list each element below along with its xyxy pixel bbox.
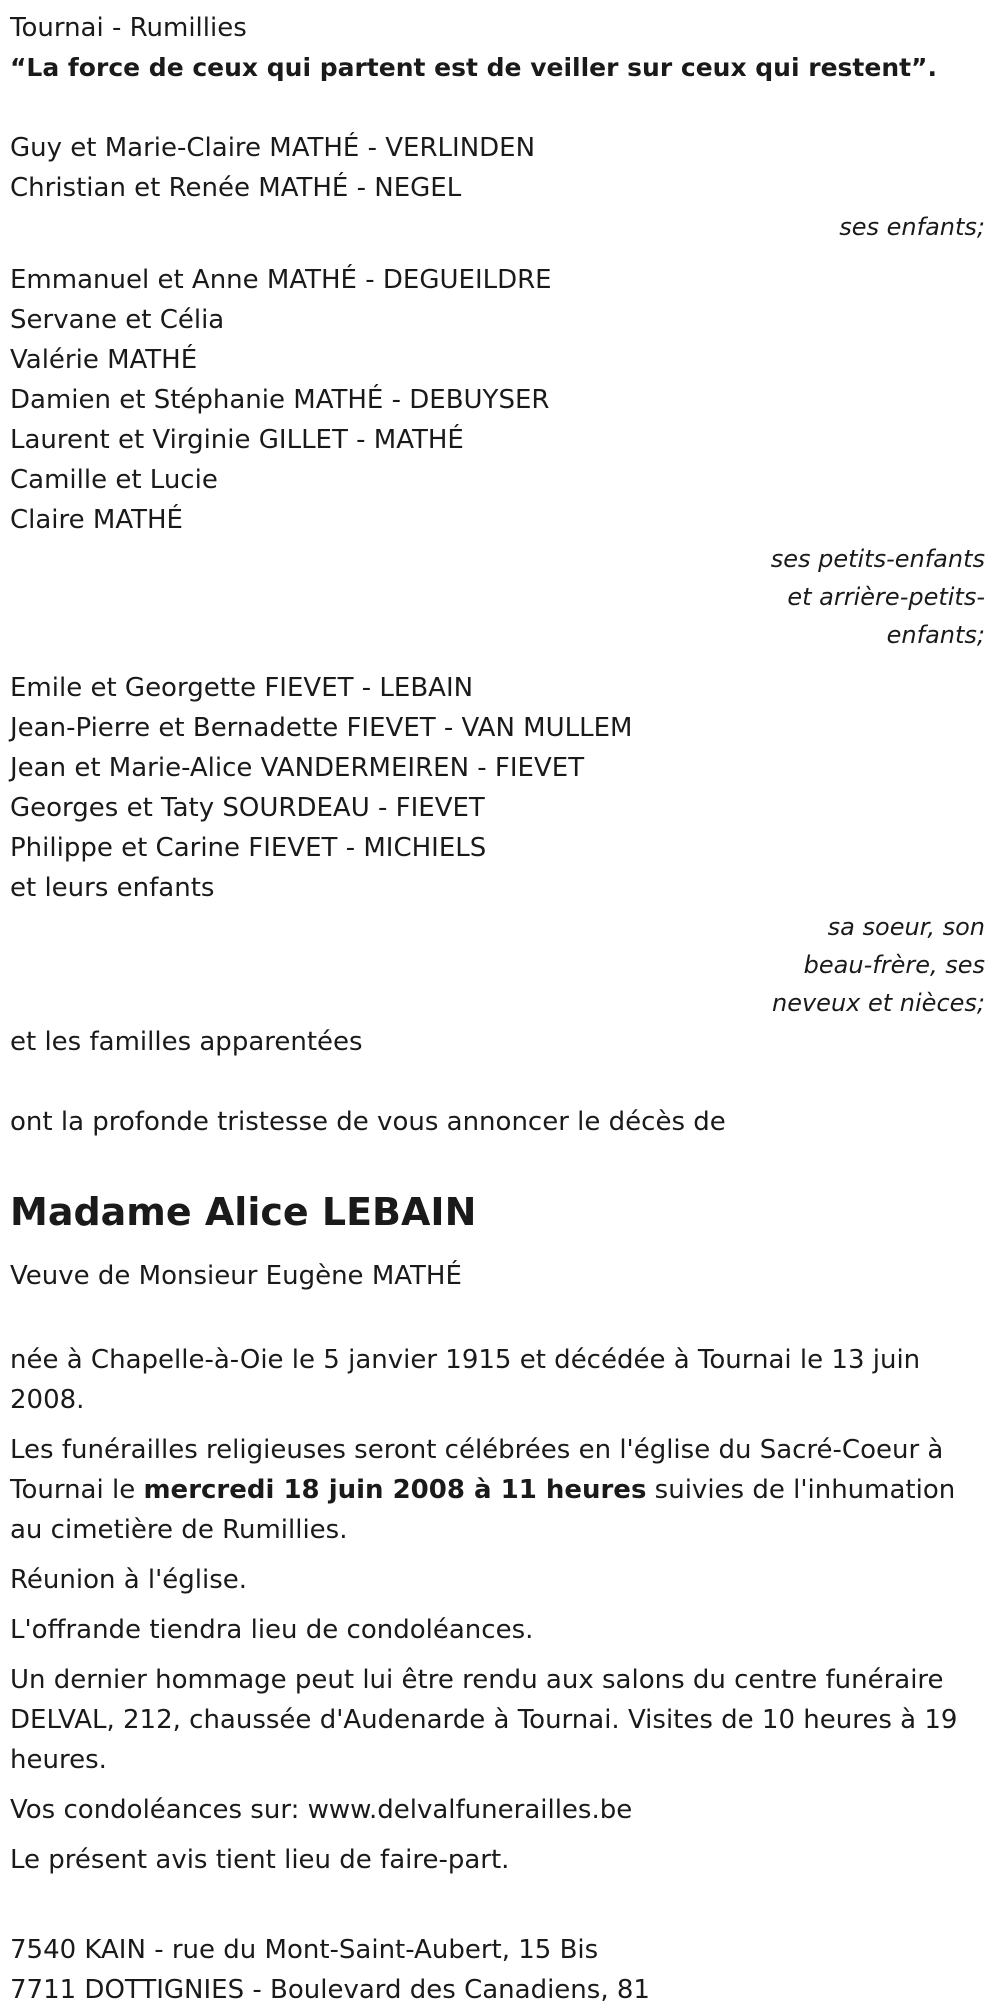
spacer: [10, 654, 995, 668]
family-name: et leurs enfants: [10, 873, 215, 903]
addresses: [10, 1930, 995, 2010]
relationship-line: ses petits-enfants: [770, 545, 985, 573]
spacer: [10, 1062, 995, 1102]
birth-death-info: née à Chapelle-à-Oie le 5 janvier 1915 et décédée à Tournai le 13 juin 2008.: [10, 1345, 921, 1415]
relationship-line: sa soeur, son: [827, 913, 985, 941]
obituary-content: [10, 8, 995, 2010]
funeral-info: [10, 1430, 985, 1550]
offering-info: L'offrande tiendra lieu de condoléances.: [10, 1615, 534, 1645]
relationship-line: ses enfants;: [839, 213, 985, 241]
family-name: Valérie MATHÉ: [10, 345, 198, 375]
relationship-line: neveux et nièces;: [772, 989, 985, 1017]
address-line: 7540 KAIN - rue du Mont-Saint-Aubert, 15 Bis: [10, 1935, 599, 1965]
spacer: [10, 88, 995, 128]
siblings-section: [10, 668, 995, 1022]
relationship-line: beau-frère, ses: [803, 951, 985, 979]
family-name: Guy et Marie-Claire MATHÉ - VERLINDEN: [10, 133, 536, 163]
relationship-label: [10, 908, 995, 1022]
family-name: Damien et Stéphanie MATHÉ - DEBUYSER: [10, 385, 550, 415]
family-name: Emile et Georgette FIEVET - LEBAIN: [10, 673, 474, 703]
grandchildren-section: [10, 260, 995, 654]
family-name: Jean-Pierre et Bernadette FIEVET - VAN MULLEM: [10, 713, 633, 743]
family-name: Servane et Célia: [10, 305, 225, 335]
memorial-quote: “La force de ceux qui partent est de veiller sur ceux qui restent”.: [10, 53, 937, 82]
announcement-text: ont la profonde tristesse de vous annoncer le décès de: [10, 1107, 726, 1137]
spacer: [10, 1890, 995, 1930]
deceased-name: Madame Alice LEBAIN: [10, 1190, 477, 1234]
spacer: [10, 1296, 995, 1340]
meeting-info: Réunion à l'église.: [10, 1565, 248, 1595]
family-name: Camille et Lucie: [10, 465, 218, 495]
relationship-label: [10, 540, 995, 654]
tribute-info: Un dernier hommage peut lui être rendu aux salons du centre funéraire DELVAL, 212, chaussée d'Audenarde à Tournai. Visites de 10 heures à 19 heures.: [10, 1665, 958, 1775]
family-name: Jean et Marie-Alice VANDERMEIREN - FIEVET: [10, 753, 585, 783]
family-name: Georges et Taty SOURDEAU - FIEVET: [10, 793, 485, 823]
related-families: et les familles apparentées: [10, 1027, 363, 1057]
notice-info: Le présent avis tient lieu de faire-part.: [10, 1845, 510, 1875]
relationship-line: enfants;: [886, 621, 985, 649]
funeral-text-before: Les funérailles religieuses seront célébrées en l'église du Sacré-Coeur à Tournai le: [10, 1435, 944, 1505]
family-name: Emmanuel et Anne MATHÉ - DEGUEILDRE: [10, 265, 552, 295]
spacer: [10, 246, 995, 260]
relationship-line: et arrière-petits-: [787, 583, 985, 611]
spacer: [10, 1142, 995, 1182]
family-name: Laurent et Virginie GILLET - MATHÉ: [10, 425, 464, 455]
children-section: [10, 128, 995, 246]
relationship-label: [10, 208, 995, 246]
spacer: [10, 1242, 995, 1256]
family-name: Claire MATHÉ: [10, 505, 183, 535]
family-name: Christian et Renée MATHÉ - NEGEL: [10, 173, 462, 203]
funeral-date: mercredi 18 juin 2008 à 11 heures: [143, 1475, 647, 1505]
address-line: 7711 DOTTIGNIES - Boulevard des Canadiens, 81: [10, 1975, 650, 2005]
widow-of: Veuve de Monsieur Eugène MATHÉ: [10, 1261, 462, 1291]
funeral-text-after: suivies de l'inhumation au cimetière de Rumillies.: [10, 1475, 956, 1545]
condolences-info: Vos condoléances sur: www.delvalfunerailles.be: [10, 1795, 633, 1825]
family-name: Philippe et Carine FIEVET - MICHIELS: [10, 833, 487, 863]
location-header: Tournai - Rumillies: [10, 13, 247, 43]
